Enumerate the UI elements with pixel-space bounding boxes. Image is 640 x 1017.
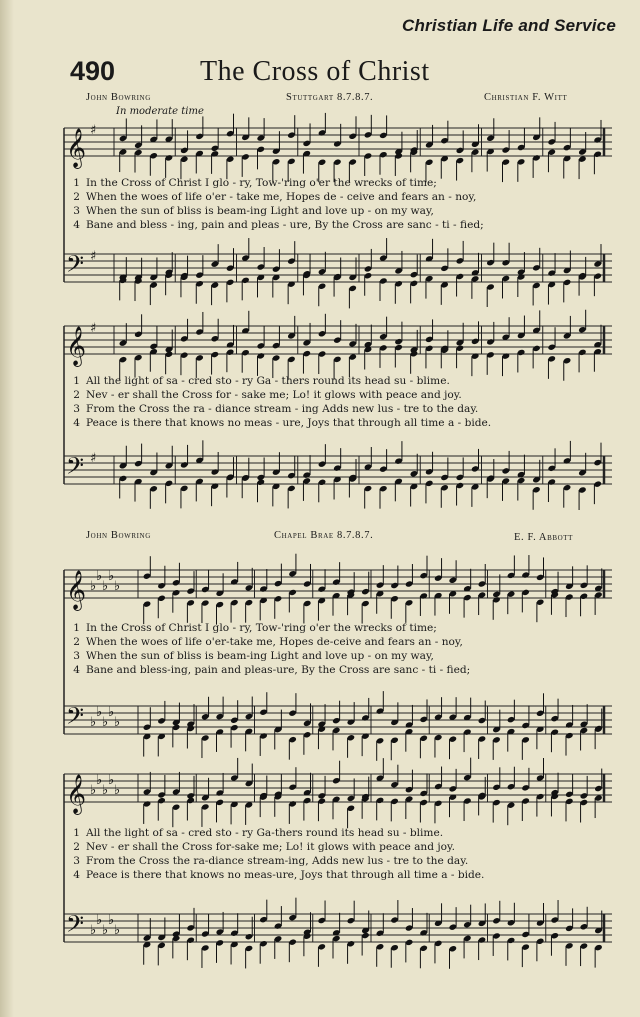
treble-clef-icon: 𝄞: [66, 326, 87, 366]
treble-clef-icon: 𝄞: [66, 570, 87, 610]
flat-icon: ♭: [90, 923, 97, 938]
tune1-system-1: [64, 118, 612, 294]
flat-icon: ♭: [114, 923, 121, 938]
sharp-icon: ♯: [90, 249, 97, 264]
flat-icon: ♭: [90, 783, 97, 798]
verse-text: Bane and bless-ing, pain and pleas-ure, By the Cross are sanc - ti - fied;: [86, 664, 471, 676]
verse-number: 3: [73, 403, 80, 415]
verse-text: When the sun of bliss is beam-ing Light and love up - on my way,: [86, 205, 434, 217]
flat-icon: ♭: [108, 705, 115, 720]
bass-clef-icon: 𝄢: [66, 250, 85, 283]
tune1-author: John Bowring: [86, 92, 151, 103]
verse-number: 2: [73, 636, 80, 648]
verse-text: In the Cross of Christ I glo - ry, Tow-'ring o'er the wrecks of time;: [86, 177, 437, 189]
flat-icon: ♭: [114, 579, 121, 594]
verse-number: 4: [73, 219, 80, 231]
sharp-icon: ♯: [90, 451, 97, 466]
flat-icon: ♭: [96, 569, 103, 584]
treble-clef-icon: 𝄞: [66, 128, 87, 168]
verse-text: From the Cross the ra-diance stream-ing, Adds new lus - tre to the day.: [86, 855, 469, 867]
verse-text: When the woes of life o'er - take me, Hopes de - ceive and fears an - noy,: [86, 191, 477, 203]
bass-clef-icon: 𝄢: [66, 452, 85, 485]
verse-text: All the light of sa - cred sto - ry Ga-thers round its head su - blime.: [86, 827, 444, 839]
flat-icon: ♭: [102, 923, 109, 938]
tune1-composer: Christian F. Witt: [484, 92, 568, 103]
flat-icon: ♭: [90, 579, 97, 594]
tune2-composer: E. F. Abbott: [514, 532, 574, 543]
flat-icon: ♭: [114, 715, 121, 730]
page-gutter-shadow: [0, 0, 14, 1017]
flat-icon: ♭: [102, 579, 109, 594]
verse-number: 1: [73, 622, 80, 634]
verse-number: 4: [73, 417, 80, 429]
verse-number: 3: [73, 855, 80, 867]
verse-number: 3: [73, 650, 80, 662]
tune2-system-2: [64, 764, 612, 954]
flat-icon: ♭: [108, 773, 115, 788]
tune1-system-2: [64, 316, 612, 496]
tune1-tempo: In moderate time: [116, 106, 204, 117]
bass-clef-icon: 𝄢: [66, 910, 85, 943]
verse-text: When the woes of life o'er-take me, Hopes de-ceive and fears an - noy,: [86, 636, 463, 648]
sharp-icon: ♯: [90, 321, 97, 336]
flat-icon: ♭: [102, 783, 109, 798]
tune2-tune-name: Chapel Brae 8.7.8.7.: [274, 530, 374, 541]
verse-text: Nev - er shall the Cross for-sake me; Lo! it glows with peace and joy.: [86, 841, 455, 853]
hymn-title: The Cross of Christ: [200, 56, 430, 87]
verse-number: 4: [73, 869, 80, 881]
treble-clef-icon: 𝄞: [66, 774, 87, 814]
verse-text: When the sun of bliss is beam-ing Light and love up - on my way,: [86, 650, 434, 662]
flat-icon: ♭: [90, 715, 97, 730]
sharp-icon: ♯: [90, 123, 97, 138]
verse-text: Nev - er shall the Cross for - sake me; Lo! it glows with peace and joy.: [86, 389, 462, 401]
verse-text: Bane and bless - ing, pain and pleas - ure, By the Cross are sanc - ti - fied;: [86, 219, 484, 231]
verse-number: 2: [73, 389, 80, 401]
bass-clef-icon: 𝄢: [66, 702, 85, 735]
verse-number: 2: [73, 841, 80, 853]
tune2-author: John Bowring: [86, 530, 151, 541]
tune2-system-1: [64, 560, 612, 746]
verse-text: Peace is there that knows no meas-ure, Joys that through all time a - bide.: [86, 869, 485, 881]
flat-icon: ♭: [108, 569, 115, 584]
verse-number: 1: [73, 827, 80, 839]
verse-text: In the Cross of Christ I glo - ry, Tow-'ring o'er the wrecks of time;: [86, 622, 437, 634]
flat-icon: ♭: [96, 705, 103, 720]
verse-number: 1: [73, 177, 80, 189]
verse-number: 1: [73, 375, 80, 387]
flat-icon: ♭: [96, 773, 103, 788]
flat-icon: ♭: [102, 715, 109, 730]
verse-text: All the light of sa - cred sto - ry Ga - thers round its head su - blime.: [86, 375, 450, 387]
section-header: Christian Life and Service: [402, 16, 616, 35]
flat-icon: ♭: [96, 913, 103, 928]
hymn-number: 490: [70, 56, 116, 86]
flat-icon: ♭: [108, 913, 115, 928]
verse-number: 3: [73, 205, 80, 217]
verse-number: 2: [73, 191, 80, 203]
verse-text: Peace is there that knows no meas - ure, Joys that through all time a - bide.: [86, 417, 492, 429]
verse-number: 4: [73, 664, 80, 676]
tune1-tune-name: Stuttgart 8.7.8.7.: [286, 92, 374, 103]
flat-icon: ♭: [114, 783, 121, 798]
verse-text: From the Cross the ra - diance stream - ing Adds new lus - tre to the day.: [86, 403, 479, 415]
